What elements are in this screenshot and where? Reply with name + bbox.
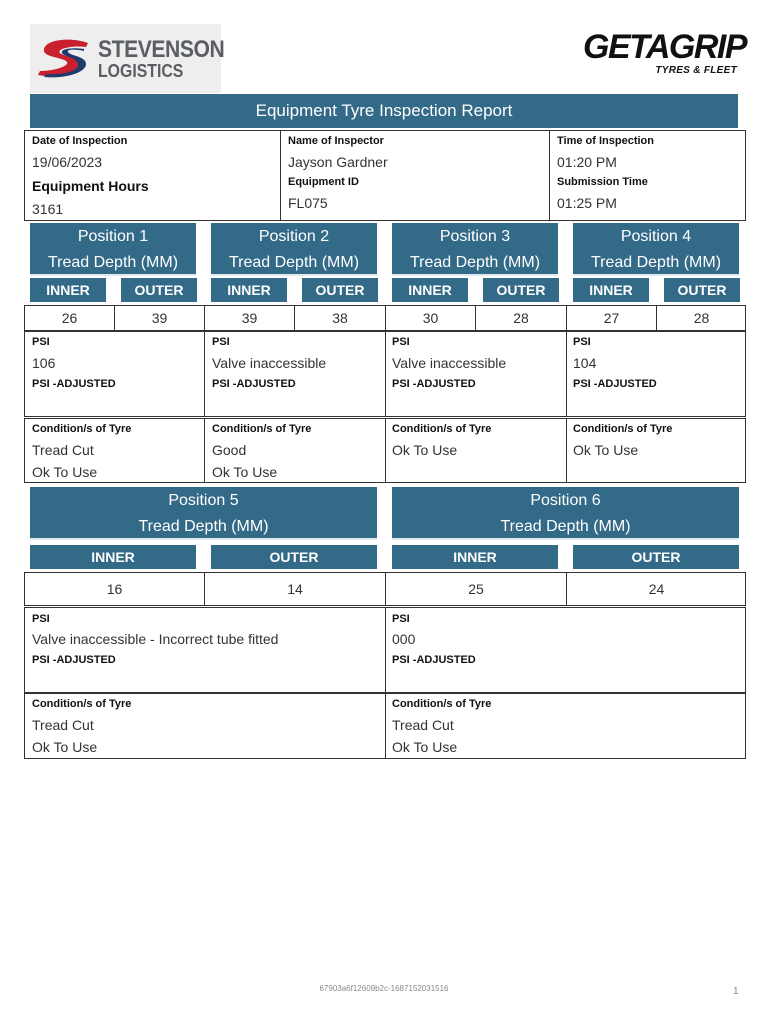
report-title: Equipment Tyre Inspection Report bbox=[30, 94, 738, 128]
tread-depth-values-row bbox=[24, 305, 746, 331]
position-6-condition-1: Tread Cut bbox=[392, 717, 454, 733]
position-2-title: Position 2 bbox=[258, 228, 330, 245]
condition-label: Condition/s of Tyre bbox=[212, 423, 312, 435]
position-3-condition-1: Ok To Use bbox=[392, 442, 458, 458]
condition-label: Condition/s of Tyre bbox=[392, 423, 492, 435]
position-6-outer-value: 24 bbox=[648, 581, 665, 597]
document-id: 67903a6f12609b2c-1687152031516 bbox=[319, 984, 449, 993]
position-1-inner-header: INNER bbox=[30, 278, 106, 302]
psi-label: PSI bbox=[392, 613, 410, 625]
inspector-label: Name of Inspector bbox=[288, 135, 384, 147]
psi-adjusted-label: PSI -ADJUSTED bbox=[32, 378, 116, 390]
equipment-id-value: FL075 bbox=[288, 195, 328, 211]
position-4-inner-header: INNER bbox=[573, 278, 649, 302]
position-1-condition-2: Ok To Use bbox=[32, 464, 98, 480]
position-6-inner-value: 25 bbox=[468, 581, 484, 597]
position-6-condition-2: Ok To Use bbox=[392, 739, 458, 755]
position-4-psi-value: 104 bbox=[573, 355, 597, 371]
position-2-outer-value: 38 bbox=[332, 310, 348, 326]
psi-label: PSI bbox=[212, 336, 230, 348]
position-2-outer-header: OUTER bbox=[302, 278, 378, 302]
tread-depth-label: Tread Depth (MM) bbox=[138, 518, 269, 535]
time-value: 01:20 PM bbox=[557, 154, 617, 170]
position-3-title: Position 3 bbox=[439, 228, 511, 245]
position-6-inner-header: INNER bbox=[392, 545, 558, 569]
position-3-psi-value: Valve inaccessible bbox=[392, 355, 507, 371]
condition-label: Condition/s of Tyre bbox=[32, 698, 132, 710]
position-5-title: Position 5 bbox=[168, 492, 239, 509]
position-1-psi-value: 106 bbox=[32, 355, 56, 371]
position-5-outer-value: 14 bbox=[287, 581, 303, 597]
submission-value: 01:25 PM bbox=[557, 195, 617, 211]
stevenson-swoosh-icon bbox=[36, 37, 94, 81]
position-4-outer-value: 28 bbox=[693, 310, 710, 326]
psi-row bbox=[24, 607, 746, 693]
logo-right-text-2: TYRES & FLEET bbox=[655, 65, 737, 76]
hours-label: Equipment Hours bbox=[32, 178, 149, 194]
getagrip-logo bbox=[583, 28, 747, 78]
position-4-outer-header: OUTER bbox=[664, 278, 740, 302]
equipment-id-label: Equipment ID bbox=[288, 176, 359, 188]
position-2-inner-header: INNER bbox=[211, 278, 287, 302]
position-6-psi-value: 000 bbox=[392, 631, 416, 647]
date-label: Date of Inspection bbox=[32, 135, 128, 147]
position-2-header bbox=[211, 223, 377, 276]
tread-depth-values-row bbox=[24, 572, 746, 606]
info-table bbox=[24, 130, 746, 221]
position-1-title: Position 1 bbox=[77, 228, 149, 245]
position-4-condition-1: Ok To Use bbox=[573, 442, 639, 458]
page-number: 1 bbox=[733, 986, 739, 997]
tread-depth-label: Tread Depth (MM) bbox=[500, 518, 631, 535]
position-4-header bbox=[573, 223, 739, 276]
logo-left-text-1: STEVENSON bbox=[98, 35, 225, 63]
position-5-condition-1: Tread Cut bbox=[32, 717, 94, 733]
position-3-inner-value: 30 bbox=[422, 310, 439, 326]
condition-label: Condition/s of Tyre bbox=[392, 698, 492, 710]
position-2-inner-value: 39 bbox=[241, 310, 258, 326]
position-2-condition-1: Good bbox=[212, 442, 247, 458]
position-2-psi-value: Valve inaccessible bbox=[212, 355, 327, 371]
psi-adjusted-label: PSI -ADJUSTED bbox=[392, 654, 476, 666]
stevenson-logo bbox=[30, 24, 225, 93]
position-6-title: Position 6 bbox=[530, 492, 601, 509]
psi-label: PSI bbox=[32, 336, 50, 348]
time-label: Time of Inspection bbox=[557, 135, 654, 147]
position-1-condition-1: Tread Cut bbox=[32, 442, 94, 458]
tread-depth-label: Tread Depth (MM) bbox=[228, 254, 360, 271]
position-4-inner-value: 27 bbox=[603, 310, 620, 326]
condition-label: Condition/s of Tyre bbox=[573, 423, 673, 435]
date-value: 19/06/2023 bbox=[32, 154, 103, 170]
position-6-header bbox=[392, 487, 739, 540]
position-1-inner-value: 26 bbox=[61, 310, 78, 326]
position-5-condition-2: Ok To Use bbox=[32, 739, 98, 755]
tread-depth-label: Tread Depth (MM) bbox=[47, 254, 179, 271]
position-6-outer-header: OUTER bbox=[573, 545, 739, 569]
psi-label: PSI bbox=[573, 336, 591, 348]
position-3-inner-header: INNER bbox=[392, 278, 468, 302]
position-5-inner-header: INNER bbox=[30, 545, 196, 569]
position-3-outer-value: 28 bbox=[513, 310, 529, 326]
condition-label: Condition/s of Tyre bbox=[32, 423, 132, 435]
tread-depth-label: Tread Depth (MM) bbox=[590, 254, 722, 271]
position-1-header bbox=[30, 223, 196, 276]
position-1-outer-value: 39 bbox=[151, 310, 168, 326]
psi-label: PSI bbox=[392, 336, 410, 348]
inspector-value: Jayson Gardner bbox=[288, 154, 388, 170]
psi-adjusted-label: PSI -ADJUSTED bbox=[32, 654, 116, 666]
position-3-header bbox=[392, 223, 558, 276]
psi-adjusted-label: PSI -ADJUSTED bbox=[392, 378, 476, 390]
position-5-header bbox=[30, 487, 377, 540]
logo-right-text-1: GETAGRIP bbox=[583, 28, 747, 66]
logo-left-text-2: LOGISTICS bbox=[98, 60, 184, 81]
position-5-psi-value: Valve inaccessible - Incorrect tube fitted bbox=[32, 631, 279, 647]
position-4-title: Position 4 bbox=[620, 228, 692, 245]
psi-row bbox=[24, 331, 746, 417]
position-5-outer-header: OUTER bbox=[211, 545, 377, 569]
position-5-inner-value: 16 bbox=[106, 581, 123, 597]
position-3-outer-header: OUTER bbox=[483, 278, 559, 302]
divider bbox=[549, 131, 550, 220]
hours-value: 3161 bbox=[32, 201, 64, 217]
submission-label: Submission Time bbox=[557, 176, 648, 188]
psi-adjusted-label: PSI -ADJUSTED bbox=[212, 378, 296, 390]
position-1-outer-header: OUTER bbox=[121, 278, 197, 302]
condition-row bbox=[24, 693, 746, 759]
condition-row bbox=[24, 418, 746, 483]
psi-label: PSI bbox=[32, 613, 50, 625]
tread-depth-label: Tread Depth (MM) bbox=[409, 254, 541, 271]
psi-adjusted-label: PSI -ADJUSTED bbox=[573, 378, 657, 390]
position-2-condition-2: Ok To Use bbox=[212, 464, 278, 480]
divider bbox=[280, 131, 281, 220]
